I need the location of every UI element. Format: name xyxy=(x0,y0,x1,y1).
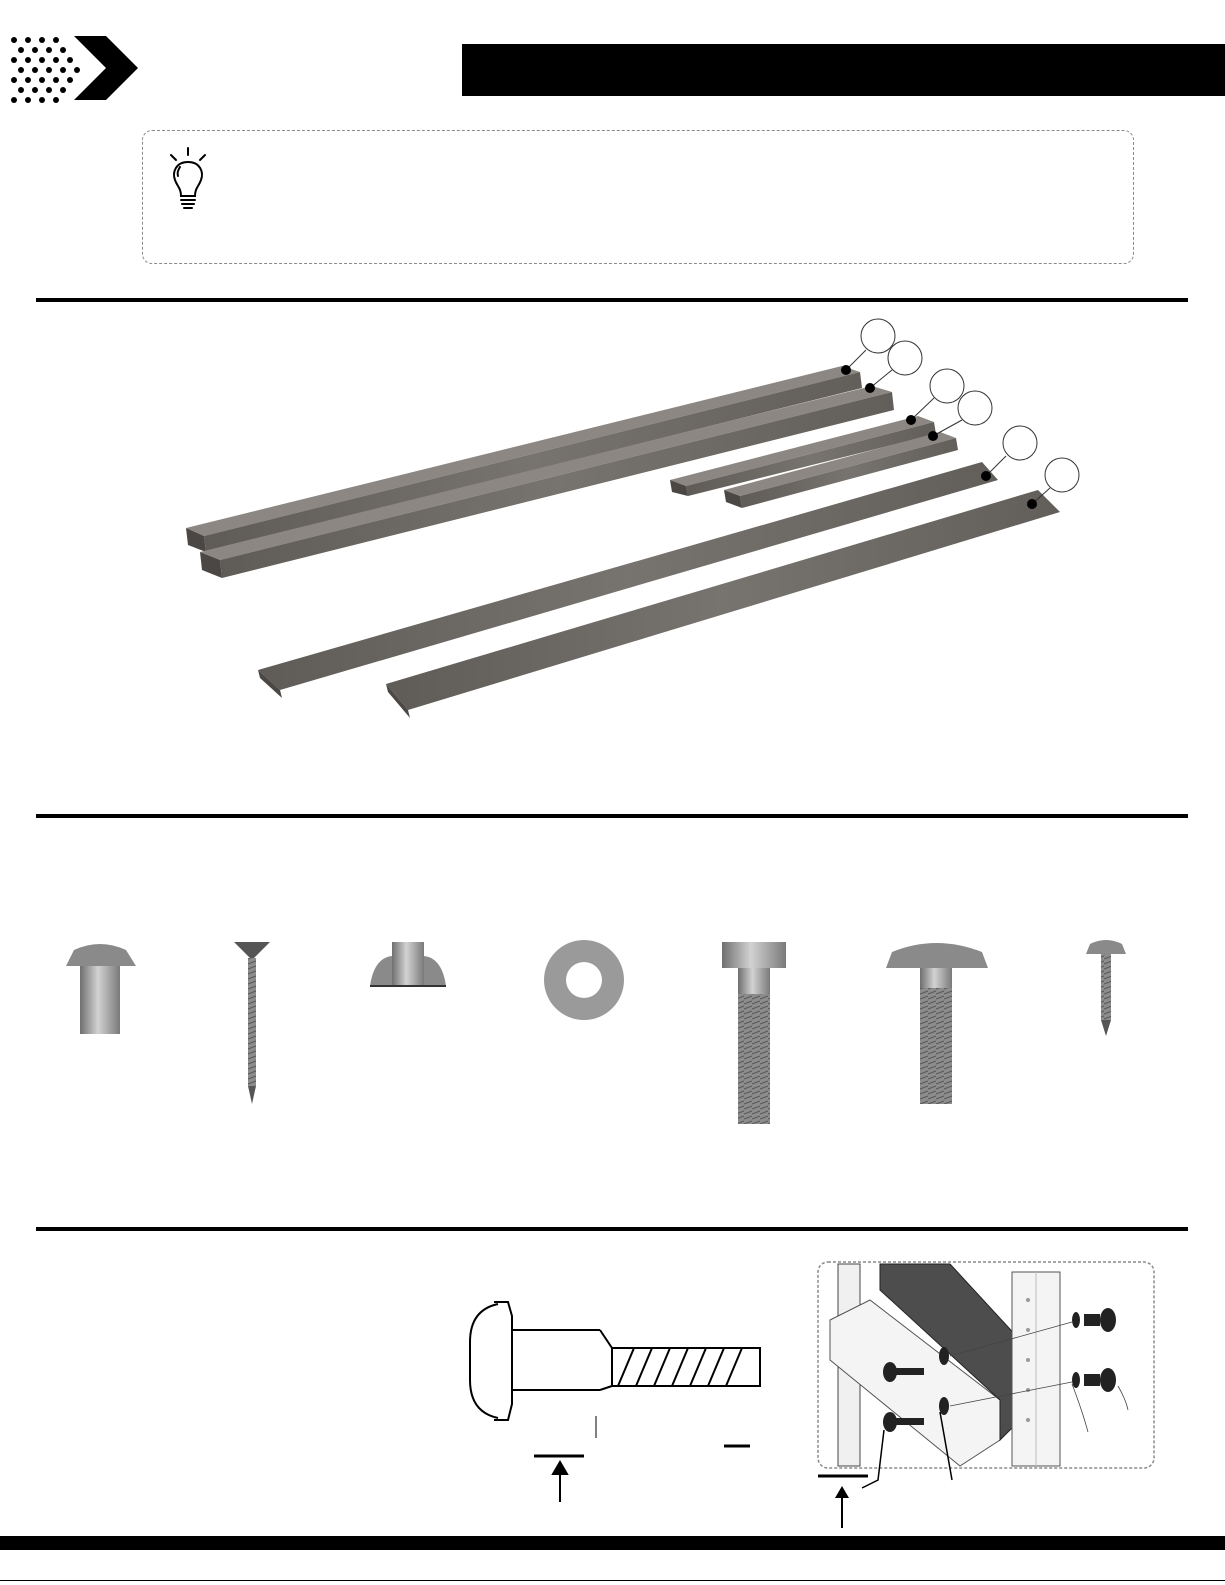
header-title-bar xyxy=(462,44,1225,96)
part-callout-3 xyxy=(930,369,964,403)
part-callout-6 xyxy=(1045,458,1079,492)
dotted-arrow-logo xyxy=(6,34,142,104)
lumber-board-3 xyxy=(670,416,936,496)
lumber-board-4 xyxy=(724,432,958,508)
lumber-board-6 xyxy=(386,490,1060,718)
bolt-diagram xyxy=(470,1302,760,1502)
carriage-bolt-icon xyxy=(886,943,988,1104)
tip-box xyxy=(142,130,1134,264)
part-callout-4 xyxy=(958,391,992,425)
lightbulb-icon xyxy=(166,146,210,212)
wood-screw-icon xyxy=(234,942,270,1104)
part-callout-5 xyxy=(1003,426,1037,460)
part-callout-2 xyxy=(888,341,922,375)
part-callout-1 xyxy=(861,319,895,353)
pan-head-screw-icon xyxy=(1086,940,1126,1036)
lumber-board-2 xyxy=(200,386,894,578)
section-divider-parts xyxy=(36,298,1188,302)
t-nut-icon xyxy=(370,942,446,986)
detail-inset-frame xyxy=(818,1262,1154,1468)
brand-logo xyxy=(6,34,142,104)
detail-inset-illustration xyxy=(830,1264,1128,1488)
footer-rule xyxy=(0,1580,1225,1581)
footer-bar xyxy=(0,1536,1225,1550)
lumber-board-1 xyxy=(186,366,862,552)
barrel-nut-icon xyxy=(66,944,136,1034)
section-divider-hardware xyxy=(36,814,1188,818)
washer-icon xyxy=(544,940,624,1020)
section-divider-assembly xyxy=(36,1227,1188,1231)
lumber-board-5 xyxy=(258,462,998,698)
hex-bolt-icon xyxy=(722,942,786,1124)
